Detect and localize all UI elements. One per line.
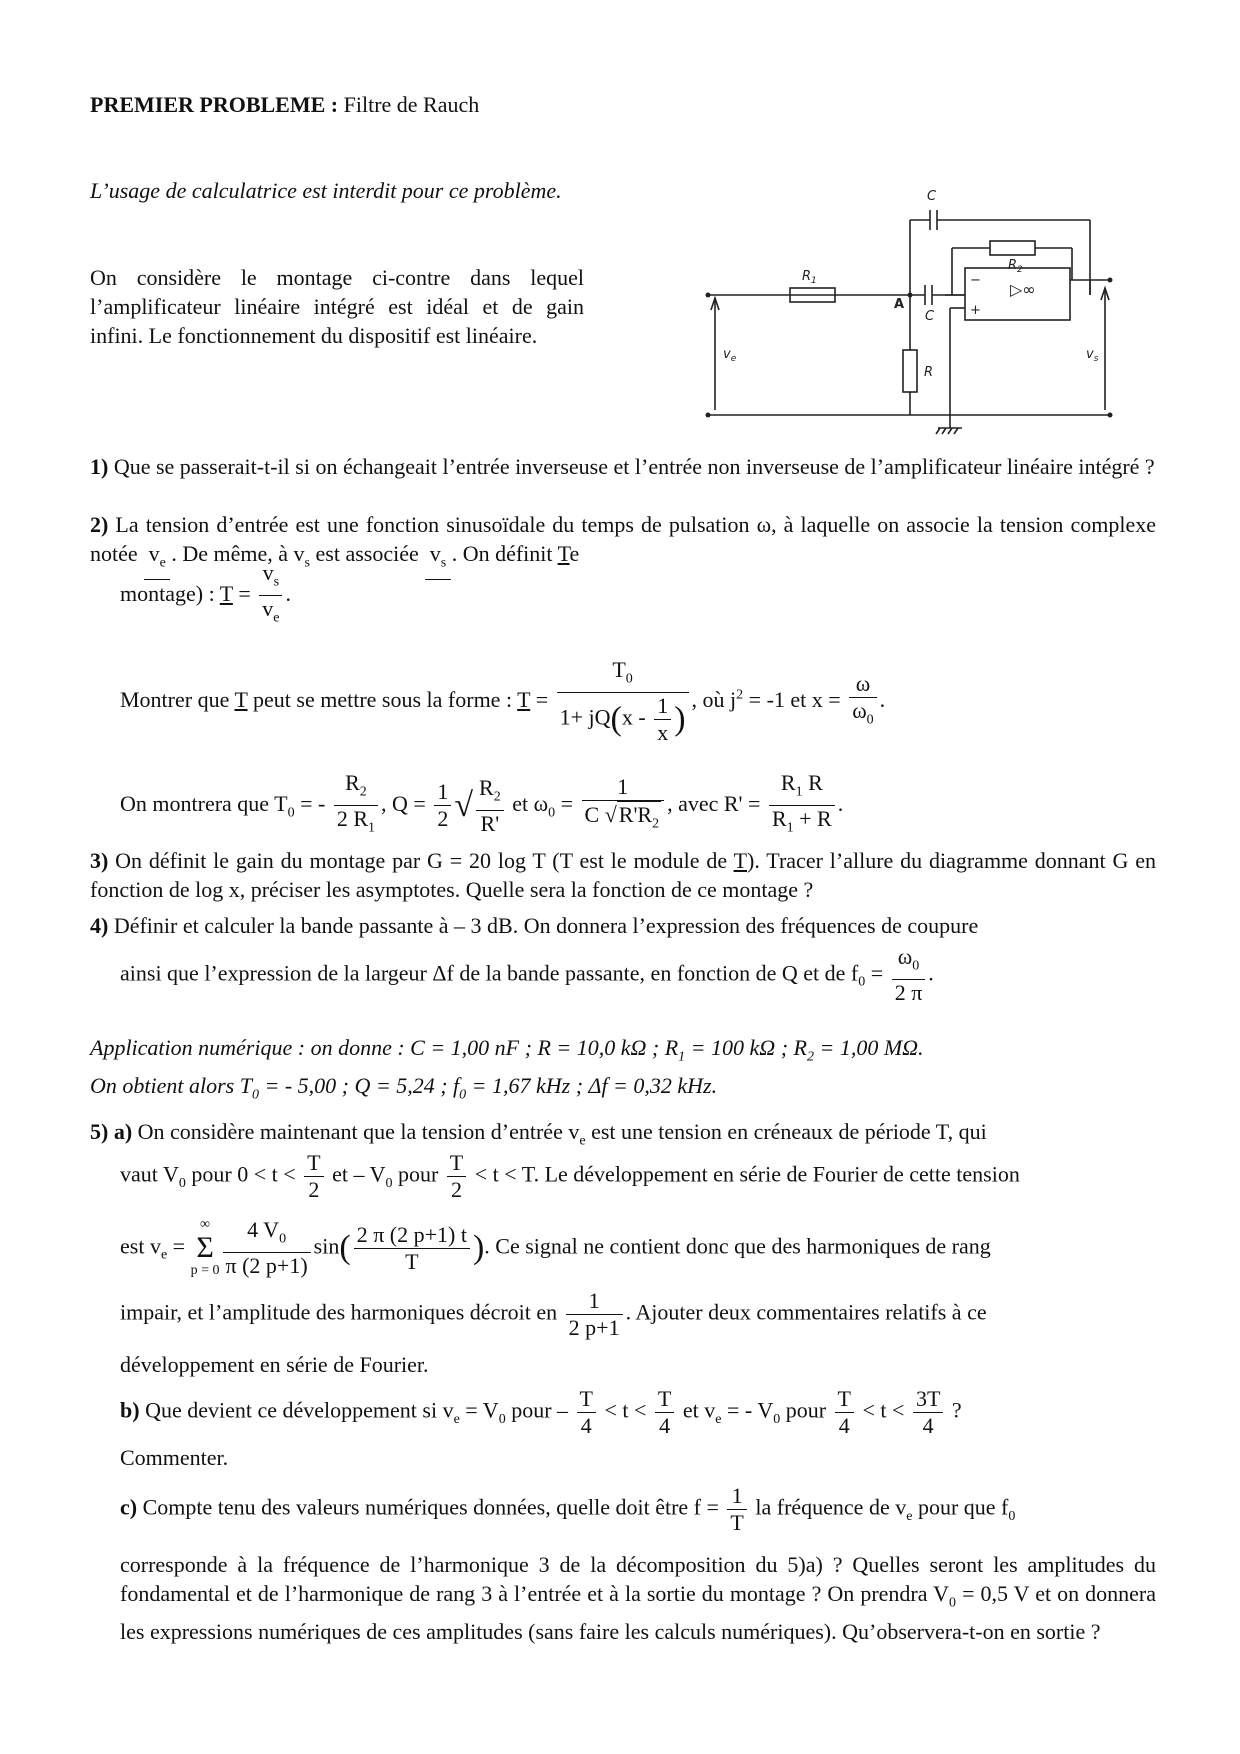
resistor-R2 (990, 241, 1035, 255)
parameter-expressions: On montrera que $T_0$ = - $\frac{R_2}{2 R_1}$ , Q = $\frac{1}{2}$ √ $\frac{R_2}{R'}$ et $\omega_0$ = $\frac{1}{C √R'R_2}$ , avec R' = $\frac{R_1 R}{R_1 + R}$ . (120, 770, 844, 837)
title-label: PREMIER PROBLEME : (90, 92, 339, 117)
question-5b: b) Que devient ce développement si $v_e = V_0$ pour – $\frac{T}{4}$ < t < $\frac{T}{4}$ et $v_e$ = - $V_0$ pour $\frac{T}{4}$ < t < $\frac{3T}{4}$ ? (120, 1386, 962, 1438)
label-R1: $R_1$ (802, 269, 817, 286)
problem-title (90, 92, 479, 118)
question-1: 1) Que se passerait-t-il si on échangeait l’entrée inverseuse et l’entrée non inverseuse de l’amplificateur linéaire intégré ? (90, 454, 1155, 479)
question-5c: c) Compte tenu des valeurs numériques données, quelle doit être f = $\frac{1}{T}$ la fréquence de $v_e$ pour que $f_0$ (120, 1483, 1016, 1535)
harmonics-amplitude: impair, et l’amplitude des harmoniques décroit en $\frac{1}{2 p+1}$ . Ajouter deux commentaires relatifs à ce (120, 1288, 987, 1340)
label-plus: + (970, 303, 981, 318)
question-3: 3) On définit le gain du montage par G = 20 log T (T est le module de T). Tracer l’allure du diagramme donnant G en fonction de log x, préciser les asymptotes. Quelle sera la fonction de ce montage ? (90, 848, 1157, 902)
label-R2: $R_2$ (1008, 258, 1023, 275)
transmittance-form: Montrer que T peut se mettre sous la forme : T = $T_0$ 1+ jQ(x - $\frac{1}{x}$ ) , où $j^2 = -1$ et x = $\frac{\omega}{\omega_0}$ . (120, 657, 886, 746)
rauch-filter-circuit (690, 180, 1130, 435)
label-vs: $v_s$ (1086, 347, 1099, 364)
label-ve: $v_e$ (723, 347, 737, 364)
question-4-cont: ainsi que l’expression de la largeur Δf de la bande passante, en fonction de Q et de $f_0$ = $\frac{\omega_0}{2 \pi}$ . (120, 944, 934, 1006)
opamp-symbol-icon: ▷∞ (1010, 280, 1036, 299)
label-minus: − (970, 273, 981, 288)
intro-calculator-note: L’usage de calculatrice est interdit pour ce problème. (90, 178, 562, 203)
fourier-series: est $v_e$ = ∞ Σ p = 0 $\frac{4 V_0}{\pi (2 p+1)}$ sin( $\frac{2 \pi (2 p+1) t}{T}$ ). Ce signal ne contient donc que des harmoniques de rang (120, 1217, 991, 1279)
resistor-R (903, 350, 917, 392)
intro-description: On considère le montage ci-contre dans lequel l’amplificateur linéaire intégré est idéal et de gain infini. Le fonctionnement du dispositif est linéaire. (90, 265, 584, 348)
label-C-mid: C (925, 309, 935, 324)
comment-line: Commenter. (120, 1445, 229, 1470)
montage-transmittance: montage) : T = $\frac{v_s}{v_e}$ . (120, 560, 291, 626)
question-5a: 5) a) On considère maintenant que la tension d’entrée $v_e$ est une tension en créneaux de période T, qui (90, 1119, 987, 1149)
question-2: 2) La tension d’entrée est une fonction sinusoïdale du temps de pulsation ω, à laquelle on associe la tension complexe notée $v_e$ . De même, à $v_s$ est associée $v_s$ . On définit Te (90, 510, 1156, 577)
label-node-A: A (894, 297, 905, 312)
question-5c-cont: corresponde à la fréquence de l’harmonique 3 de la décomposition du 5)a) ? Quelles seront les amplitudes du fondamental et de l’harmonique de rang 3 à l’entrée et à la sortie du montage ? On prendra $V_0 = 0,5$ V et on donnera les expressions numériques de ces amplitudes (sans faire les calculs numériques). Qu’observera-t-on en sortie ? (120, 1552, 1156, 1645)
numerical-application: Application numérique : on donne : C = 1,00 nF ; R = 10,0 kΩ ; $R_1 = 100$ kΩ ; $R_2 = 1,00$ MΩ. On obtient alors $T_0$ = - 5,00 ; Q = 5,24 ; $f_0 = 1,67$ kHz ; Δf = 0,32 kHz. (90, 1035, 924, 1103)
label-R: R (924, 365, 934, 380)
square-wave-definition: vaut $V_0$ pour 0 < t < $\frac{T}{2}$ et – $V_0$ pour $\frac{T}{2}$ < t < T. Le développement en série de Fourier de cette tension (120, 1150, 1020, 1202)
question-4: 4) Définir et calculer la bande passante à – 3 dB. On donnera l’expression des fréquences de coupure (90, 913, 979, 938)
title-text: Filtre de Rauch (338, 92, 480, 117)
fourier-dev-line: développement en série de Fourier. (120, 1352, 429, 1377)
label-C-top: C (927, 189, 937, 204)
